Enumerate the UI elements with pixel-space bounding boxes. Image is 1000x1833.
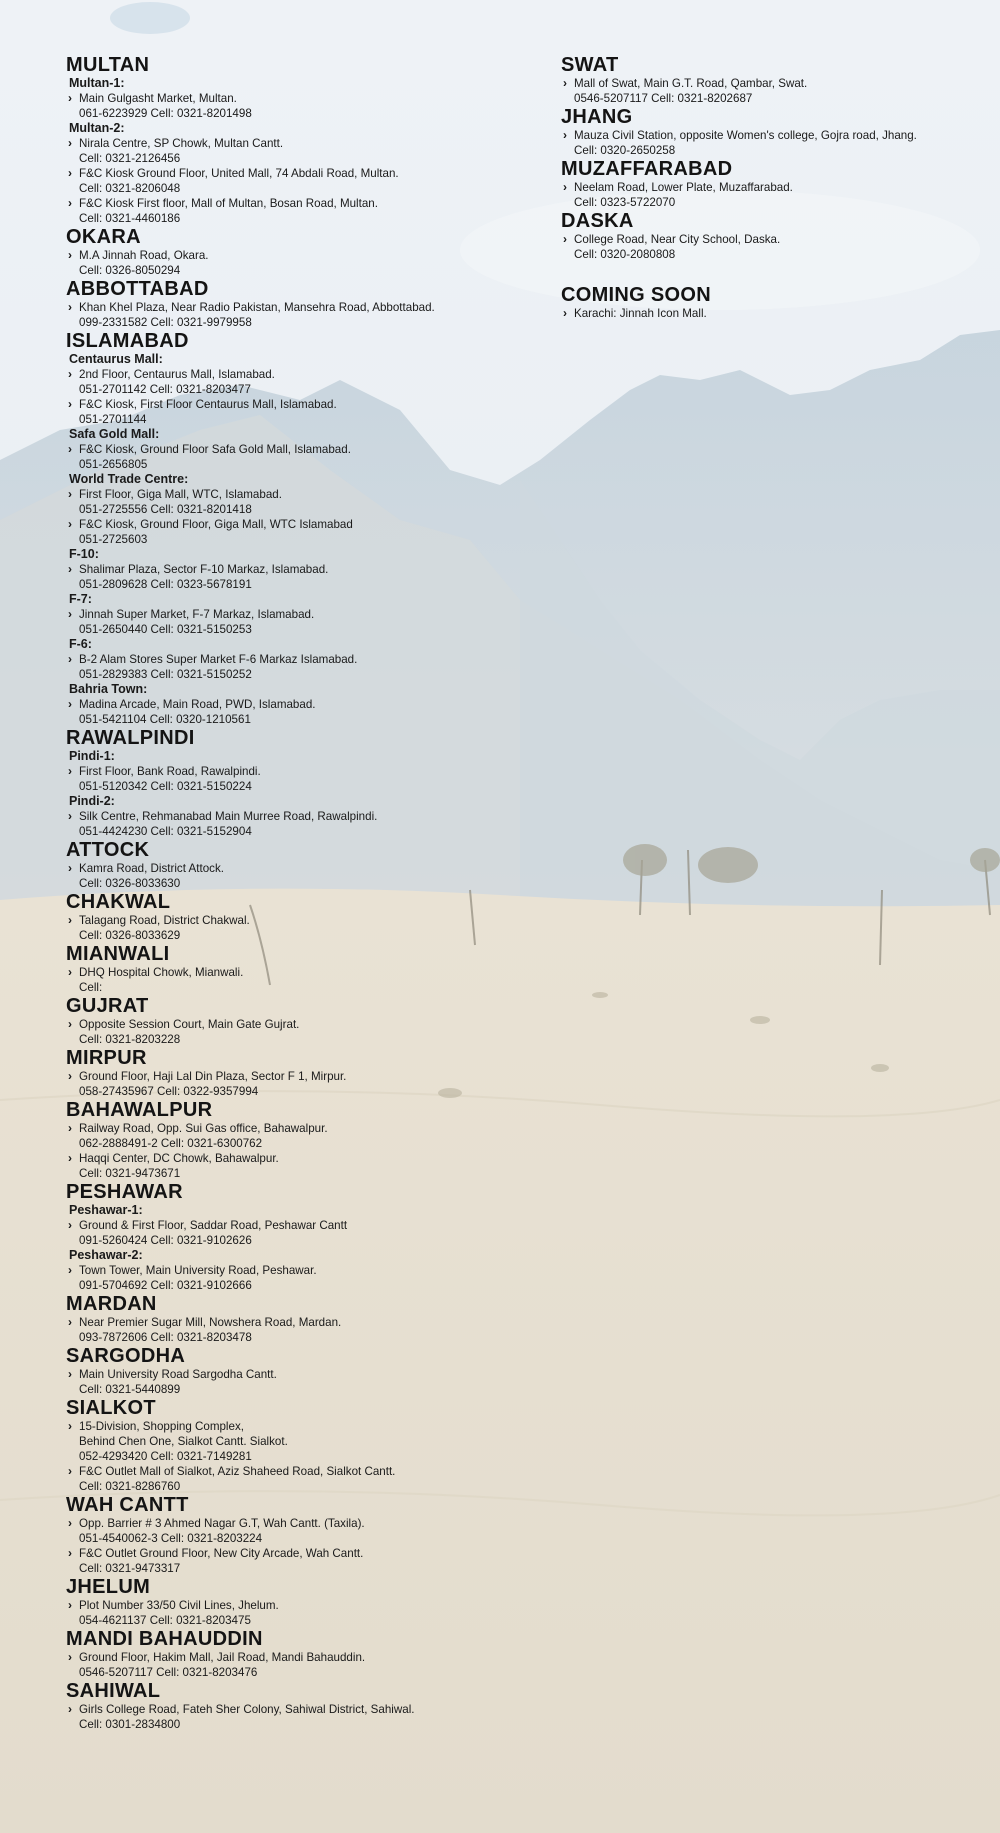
address-line: Plot Number 33/50 Civil Lines, Jhelum. xyxy=(79,1599,279,1612)
store-address-entry xyxy=(66,487,536,517)
store-address-entry xyxy=(66,1017,536,1047)
address-line: B-2 Alam Stores Super Market F-6 Markaz Islamabad. xyxy=(79,653,358,666)
store-address-entry xyxy=(66,562,536,592)
city-section-mirpur xyxy=(66,1047,536,1099)
city-heading: RAWALPINDI xyxy=(66,727,195,749)
chevron-right-icon: › xyxy=(68,442,72,456)
city-section-jhang xyxy=(561,106,991,158)
store-address-entry xyxy=(66,166,536,196)
chevron-right-icon: › xyxy=(563,128,567,142)
chevron-right-icon: › xyxy=(68,1218,72,1232)
contact-line: 061-6223929 Cell: 0321-8201498 xyxy=(79,107,252,120)
store-list-right-column xyxy=(561,54,991,321)
city-heading: DASKA xyxy=(561,210,634,232)
contact-line: Cell: 0321-8203228 xyxy=(79,1033,181,1046)
city-section-mianwali xyxy=(66,943,536,995)
contact-line: Cell: 0326-8050294 xyxy=(79,264,181,277)
store-list-left-column xyxy=(66,54,536,1732)
chevron-right-icon: › xyxy=(68,1650,72,1664)
address-line: Jinnah Super Market, F-7 Markaz, Islamabad. xyxy=(79,608,315,621)
contact-line: 051-2725603 xyxy=(79,533,148,546)
chevron-right-icon: › xyxy=(68,764,72,778)
city-section-wah-cantt xyxy=(66,1494,536,1576)
chevron-right-icon: › xyxy=(563,76,567,90)
contact-line: 0546-5207117 Cell: 0321-8203476 xyxy=(79,1666,258,1679)
store-address-entry xyxy=(66,517,536,547)
address-line: F&C Outlet Ground Floor, New City Arcade, Wah Cantt. xyxy=(79,1547,364,1560)
city-heading: BAHAWALPUR xyxy=(66,1099,213,1121)
city-heading: PESHAWAR xyxy=(66,1181,183,1203)
address-line: Opp. Barrier # 3 Ahmed Nagar G.T, Wah Cantt. (Taxila). xyxy=(79,1517,365,1530)
chevron-right-icon: › xyxy=(68,1151,72,1165)
address-line: Main University Road Sargodha Cantt. xyxy=(79,1368,277,1381)
store-address-entry xyxy=(561,306,991,321)
store-address-entry xyxy=(66,248,536,278)
city-section-attock xyxy=(66,839,536,891)
store-address-entry xyxy=(561,76,991,106)
store-address-entry xyxy=(66,367,536,397)
city-heading: MULTAN xyxy=(66,54,150,76)
contact-line: Cell: 0321-9473671 xyxy=(79,1167,181,1180)
branch-subheading: Multan-1: xyxy=(69,76,125,90)
address-line: Nirala Centre, SP Chowk, Multan Cantt. xyxy=(79,137,284,150)
contact-line: Cell: 0321-8286760 xyxy=(79,1480,181,1493)
store-address-entry xyxy=(66,1121,536,1151)
branch-subheading: World Trade Centre: xyxy=(69,472,189,486)
chevron-right-icon: › xyxy=(68,300,72,314)
city-heading: ATTOCK xyxy=(66,839,150,861)
store-address-entry xyxy=(66,861,536,891)
city-heading: ISLAMABAD xyxy=(66,330,189,352)
city-section-rawalpindi xyxy=(66,727,536,839)
address-line: Ground Floor, Hakim Mall, Jail Road, Mandi Bahauddin. xyxy=(79,1651,366,1664)
city-section-muzaffarabad xyxy=(561,158,991,210)
chevron-right-icon: › xyxy=(68,1263,72,1277)
address-line: F&C Kiosk, Ground Floor, Giga Mall, WTC Islamabad xyxy=(79,518,353,531)
chevron-right-icon: › xyxy=(68,166,72,180)
store-address-entry xyxy=(66,1263,536,1293)
contact-line: Cell: 0326-8033629 xyxy=(79,929,181,942)
contact-line: 051-2829383 Cell: 0321-5150252 xyxy=(79,668,252,681)
chevron-right-icon: › xyxy=(68,248,72,262)
city-section-bahawalpur xyxy=(66,1099,536,1181)
chevron-right-icon: › xyxy=(68,1516,72,1530)
address-line: 2nd Floor, Centaurus Mall, Islamabad. xyxy=(79,368,275,381)
address-line: Khan Khel Plaza, Near Radio Pakistan, Mansehra Road, Abbottabad. xyxy=(79,301,435,314)
store-address-entry xyxy=(66,1367,536,1397)
address-line: Silk Centre, Rehmanabad Main Murree Road, Rawalpindi. xyxy=(79,810,378,823)
chevron-right-icon: › xyxy=(68,517,72,531)
chevron-right-icon: › xyxy=(68,1315,72,1329)
contact-line: Cell: 0301-2834800 xyxy=(79,1718,181,1731)
contact-line: Cell: 0321-9473317 xyxy=(79,1562,181,1575)
city-heading: MIRPUR xyxy=(66,1047,147,1069)
contact-line: 054-4621137 Cell: 0321-8203475 xyxy=(79,1614,251,1627)
store-address-entry xyxy=(66,1516,536,1546)
contact-line: 051-2656805 xyxy=(79,458,148,471)
city-section-jhelum xyxy=(66,1576,536,1628)
city-section-mardan xyxy=(66,1293,536,1345)
contact-line: 051-2650440 Cell: 0321-5150253 xyxy=(79,623,252,636)
address-line: Madina Arcade, Main Road, PWD, Islamabad. xyxy=(79,698,316,711)
store-address-entry xyxy=(66,607,536,637)
store-address-entry xyxy=(66,1598,536,1628)
city-heading: JHANG xyxy=(561,106,633,128)
contact-line: Cell: xyxy=(79,981,103,994)
city-heading: WAH CANTT xyxy=(66,1494,189,1516)
city-section-sahiwal xyxy=(66,1680,536,1732)
city-section-multan xyxy=(66,54,536,226)
section-spacer xyxy=(561,262,991,284)
contact-line: 099-2331582 Cell: 0321-9979958 xyxy=(79,316,252,329)
address-line: F&C Kiosk First floor, Mall of Multan, Bosan Road, Multan. xyxy=(79,197,378,210)
city-section-mandi-bahauddin xyxy=(66,1628,536,1680)
branch-subheading: Safa Gold Mall: xyxy=(69,427,160,441)
address-line: Railway Road, Opp. Sui Gas office, Bahawalpur. xyxy=(79,1122,328,1135)
branch-subheading: F-10: xyxy=(69,547,99,561)
address-line: Near Premier Sugar Mill, Nowshera Road, Mardan. xyxy=(79,1316,342,1329)
branch-subheading: F-7: xyxy=(69,592,92,606)
address-line: Kamra Road, District Attock. xyxy=(79,862,224,875)
store-address-entry xyxy=(66,965,536,995)
city-section-sialkot xyxy=(66,1397,536,1494)
store-address-entry xyxy=(66,809,536,839)
city-heading: CHAKWAL xyxy=(66,891,171,913)
city-heading: ABBOTTABAD xyxy=(66,278,209,300)
chevron-right-icon: › xyxy=(68,1546,72,1560)
chevron-right-icon: › xyxy=(68,697,72,711)
address-line: College Road, Near City School, Daska. xyxy=(574,233,781,246)
address-line: F&C Kiosk, First Floor Centaurus Mall, Islamabad. xyxy=(79,398,337,411)
branch-subheading: Pindi-1: xyxy=(69,749,115,763)
address-line: M.A Jinnah Road, Okara. xyxy=(79,249,209,262)
contact-line: Cell: 0320-2080808 xyxy=(574,248,676,261)
city-section-okara xyxy=(66,226,536,278)
store-address-entry xyxy=(66,697,536,727)
address-line: Opposite Session Court, Main Gate Gujrat. xyxy=(79,1018,300,1031)
city-heading: OKARA xyxy=(66,226,141,248)
store-address-entry xyxy=(66,1151,536,1181)
address-line: F&C Kiosk, Ground Floor Safa Gold Mall, Islamabad. xyxy=(79,443,351,456)
store-address-entry xyxy=(561,128,991,158)
contact-line: 091-5704692 Cell: 0321-9102666 xyxy=(79,1279,252,1292)
branch-subheading: Peshawar-1: xyxy=(69,1203,143,1217)
chevron-right-icon: › xyxy=(68,487,72,501)
contact-line: 051-4540062-3 Cell: 0321-8203224 xyxy=(79,1532,263,1545)
address-line: Ground & First Floor, Saddar Road, Peshawar Cantt xyxy=(79,1219,348,1232)
city-heading: MANDI BAHAUDDIN xyxy=(66,1628,263,1650)
chevron-right-icon: › xyxy=(68,1419,72,1433)
city-heading: JHELUM xyxy=(66,1576,151,1598)
chevron-right-icon: › xyxy=(68,1121,72,1135)
address-line: Main Gulgasht Market, Multan. xyxy=(79,92,237,105)
chevron-right-icon: › xyxy=(68,1069,72,1083)
branch-subheading: Centaurus Mall: xyxy=(69,352,163,366)
chevron-right-icon: › xyxy=(68,607,72,621)
address-line: Shalimar Plaza, Sector F-10 Markaz, Islamabad. xyxy=(79,563,329,576)
store-address-entry xyxy=(561,232,991,262)
chevron-right-icon: › xyxy=(68,1598,72,1612)
city-section-swat xyxy=(561,54,991,106)
chevron-right-icon: › xyxy=(68,562,72,576)
contact-line: 093-7872606 Cell: 0321-8203478 xyxy=(79,1331,252,1344)
contact-line: Cell: 0326-8033630 xyxy=(79,877,181,890)
chevron-right-icon: › xyxy=(68,1367,72,1381)
chevron-right-icon: › xyxy=(68,91,72,105)
city-heading: MARDAN xyxy=(66,1293,157,1315)
city-heading: MIANWALI xyxy=(66,943,170,965)
chevron-right-icon: › xyxy=(68,965,72,979)
branch-subheading: F-6: xyxy=(69,637,92,651)
address-line: Town Tower, Main University Road, Peshawar. xyxy=(79,1264,317,1277)
contact-line: 051-2809628 Cell: 0323-5678191 xyxy=(79,578,252,591)
address-line: F&C Kiosk Ground Floor, United Mall, 74 Abdali Road, Multan. xyxy=(79,167,399,180)
city-section-daska xyxy=(561,210,991,262)
contact-line: 051-5120342 Cell: 0321-5150224 xyxy=(79,780,252,793)
store-address-entry xyxy=(561,180,991,210)
branch-subheading: Pindi-2: xyxy=(69,794,115,808)
store-address-entry xyxy=(66,1546,536,1576)
contact-line: 062-2888491-2 Cell: 0321-6300762 xyxy=(79,1137,263,1150)
store-address-entry xyxy=(66,1650,536,1680)
address-line: Girls College Road, Fateh Sher Colony, Sahiwal District, Sahiwal. xyxy=(79,1703,415,1716)
store-address-entry xyxy=(66,196,536,226)
contact-line: 051-2701144 xyxy=(79,413,147,426)
city-heading: SIALKOT xyxy=(66,1397,156,1419)
address-line: F&C Outlet Mall of Sialkot, Aziz Shaheed Road, Sialkot Cantt. xyxy=(79,1465,396,1478)
chevron-right-icon: › xyxy=(68,861,72,875)
branch-subheading: Multan-2: xyxy=(69,121,125,135)
contact-line: 058-27435967 Cell: 0322-9357994 xyxy=(79,1085,259,1098)
city-heading: SARGODHA xyxy=(66,1345,186,1367)
contact-line: Cell: 0321-5440899 xyxy=(79,1383,181,1396)
city-section-islamabad xyxy=(66,330,536,727)
contact-line: Cell: 0321-2126456 xyxy=(79,152,181,165)
contact-line: 091-5260424 Cell: 0321-9102626 xyxy=(79,1234,252,1247)
store-address-entry xyxy=(66,300,536,330)
contact-line: 051-2725556 Cell: 0321-8201418 xyxy=(79,503,252,516)
contact-line: Cell: 0321-8206048 xyxy=(79,182,181,195)
chevron-right-icon: › xyxy=(68,1464,72,1478)
chevron-right-icon: › xyxy=(68,367,72,381)
city-section-coming-soon xyxy=(561,284,991,321)
city-section-gujrat xyxy=(66,995,536,1047)
city-heading: MUZAFFARABAD xyxy=(561,158,733,180)
chevron-right-icon: › xyxy=(68,196,72,210)
address-line: Mauza Civil Station, opposite Women's college, Gojra road, Jhang. xyxy=(574,129,917,142)
store-address-entry xyxy=(66,1464,536,1494)
chevron-right-icon: › xyxy=(68,652,72,666)
city-heading: GUJRAT xyxy=(66,995,149,1017)
address-line: First Floor, Bank Road, Rawalpindi. xyxy=(79,765,261,778)
address-line: First Floor, Giga Mall, WTC, Islamabad. xyxy=(79,488,282,501)
store-address-entry xyxy=(66,1069,536,1099)
store-address-entry xyxy=(66,136,536,166)
city-heading: COMING SOON xyxy=(561,284,711,306)
store-address-entry xyxy=(66,91,536,121)
chevron-right-icon: › xyxy=(68,809,72,823)
branch-subheading: Bahria Town: xyxy=(69,682,148,696)
store-address-entry xyxy=(66,1419,536,1464)
chevron-right-icon: › xyxy=(68,1702,72,1716)
contact-line: 051-5421104 Cell: 0320-1210561 xyxy=(79,713,251,726)
contact-line: 051-4424230 Cell: 0321-5152904 xyxy=(79,825,252,838)
city-section-chakwal xyxy=(66,891,536,943)
chevron-right-icon: › xyxy=(563,180,567,194)
address-line: 15-Division, Shopping Complex, xyxy=(79,1420,244,1433)
address-line: Karachi: Jinnah Icon Mall. xyxy=(574,307,707,320)
chevron-right-icon: › xyxy=(68,136,72,150)
store-address-entry xyxy=(66,652,536,682)
address-line: Talagang Road, District Chakwal. xyxy=(79,914,250,927)
chevron-right-icon: › xyxy=(563,306,567,320)
chevron-right-icon: › xyxy=(68,397,72,411)
city-section-sargodha xyxy=(66,1345,536,1397)
contact-line: 052-4293420 Cell: 0321-7149281 xyxy=(79,1450,252,1463)
city-heading: SAHIWAL xyxy=(66,1680,161,1702)
store-address-entry xyxy=(66,913,536,943)
city-heading: SWAT xyxy=(561,54,619,76)
branch-subheading: Peshawar-2: xyxy=(69,1248,143,1262)
store-address-entry xyxy=(66,1218,536,1248)
store-address-entry xyxy=(66,442,536,472)
contact-line: Cell: 0321-4460186 xyxy=(79,212,181,225)
contact-line: Cell: 0320-2650258 xyxy=(574,144,676,157)
store-address-entry xyxy=(66,764,536,794)
contact-line: Cell: 0323-5722070 xyxy=(574,196,676,209)
contact-line: 0546-5207117 Cell: 0321-8202687 xyxy=(574,92,753,105)
address-line: Haqqi Center, DC Chowk, Bahawalpur. xyxy=(79,1152,279,1165)
chevron-right-icon: › xyxy=(563,232,567,246)
chevron-right-icon: › xyxy=(68,913,72,927)
address-line: DHQ Hospital Chowk, Mianwali. xyxy=(79,966,244,979)
store-address-entry xyxy=(66,1315,536,1345)
address-line: Neelam Road, Lower Plate, Muzaffarabad. xyxy=(574,181,793,194)
store-address-entry xyxy=(66,1702,536,1732)
store-address-entry xyxy=(66,397,536,427)
contact-line: 051-2701142 Cell: 0321-8203477 xyxy=(79,383,251,396)
address-line: Ground Floor, Haji Lal Din Plaza, Sector F 1, Mirpur. xyxy=(79,1070,347,1083)
city-section-abbottabad xyxy=(66,278,536,330)
city-section-peshawar xyxy=(66,1181,536,1293)
contact-line: Behind Chen One, Sialkot Cantt. Sialkot. xyxy=(79,1435,288,1448)
chevron-right-icon: › xyxy=(68,1017,72,1031)
address-line: Mall of Swat, Main G.T. Road, Qambar, Swat. xyxy=(574,77,808,90)
